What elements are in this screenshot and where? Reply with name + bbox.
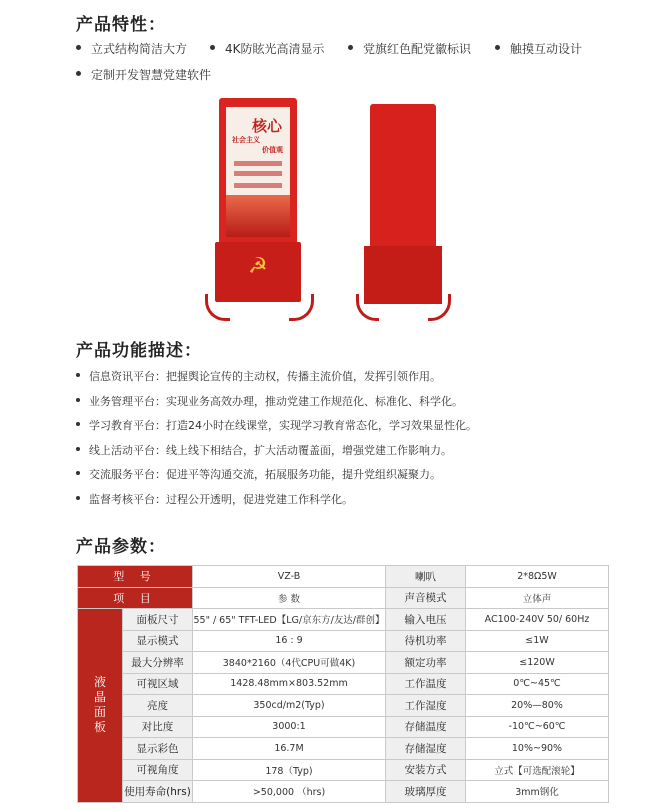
spec-label: 面板尺寸 bbox=[123, 609, 193, 631]
screen-row bbox=[234, 161, 282, 166]
table-row bbox=[78, 759, 609, 781]
function-item: 业务管理平台：实现业务高效办理，推动党建工作规范化、标准化、科学化。 bbox=[76, 394, 477, 419]
speaker-label: 喇叭 bbox=[386, 566, 466, 588]
bullet-icon bbox=[76, 496, 80, 500]
party-emblem-icon: ☭ bbox=[248, 254, 268, 279]
spec-label: 工作湿度 bbox=[386, 695, 466, 717]
spec-value: ≤1W bbox=[466, 630, 609, 652]
kiosk-back-image bbox=[352, 96, 452, 326]
spec-label: 输入电压 bbox=[386, 609, 466, 631]
kiosk-leg bbox=[289, 294, 314, 321]
bullet-icon bbox=[76, 71, 81, 76]
sound-value: 立体声 bbox=[466, 587, 609, 609]
function-item: 监督考核平台：过程公开透明，促进党建工作科学化。 bbox=[76, 492, 477, 517]
table-row bbox=[78, 673, 609, 695]
bullet-icon bbox=[76, 45, 81, 50]
bullet-icon bbox=[210, 45, 215, 50]
spec-label: 显示模式 bbox=[123, 630, 193, 652]
model-label: 型 号 bbox=[78, 566, 193, 588]
lcd-panel-side-label: 液 晶 面 板 bbox=[78, 609, 123, 803]
spec-label: 显示彩色 bbox=[123, 738, 193, 760]
kiosk-leg bbox=[428, 294, 451, 321]
table-row bbox=[78, 587, 609, 609]
function-item: 学习教育平台：打造24小时在线课堂，实现学习教育常态化，学习效果显性化。 bbox=[76, 418, 477, 443]
feature-item: 党旗红色配党徽标识 bbox=[348, 40, 471, 57]
spec-value: 20%—80% bbox=[466, 695, 609, 717]
spec-value: 1428.48mm×803.52mm bbox=[193, 673, 386, 695]
item-label: 项 目 bbox=[78, 587, 193, 609]
spec-value: 3mm钢化 bbox=[466, 781, 609, 803]
bullet-icon bbox=[76, 471, 80, 475]
feature-item: 定制开发智慧党建软件 bbox=[76, 66, 211, 83]
table-row bbox=[78, 630, 609, 652]
table-row bbox=[78, 652, 609, 674]
screen-big-text: 核心 bbox=[252, 117, 283, 135]
spec-value: 3000:1 bbox=[193, 716, 386, 738]
kiosk-base bbox=[215, 242, 301, 302]
functions-list bbox=[76, 369, 477, 516]
spec-label: 最大分辨率 bbox=[123, 652, 193, 674]
function-item: 信息资讯平台：把握舆论宣传的主动权，传播主流价值，发挥引领作用。 bbox=[76, 369, 477, 394]
screen-row bbox=[234, 183, 282, 188]
table-row bbox=[78, 695, 609, 717]
kiosk-leg bbox=[356, 294, 379, 321]
spec-label: 安装方式 bbox=[386, 759, 466, 781]
spec-value: ≤120W bbox=[466, 652, 609, 674]
spec-label: 额定功率 bbox=[386, 652, 466, 674]
spec-value: 16 : 9 bbox=[193, 630, 386, 652]
spec-label: 玻璃厚度 bbox=[386, 781, 466, 803]
bullet-icon bbox=[495, 45, 500, 50]
spec-table bbox=[77, 565, 609, 803]
feature-item: 触摸互动设计 bbox=[495, 40, 582, 57]
spec-value: >50,000 （hrs) bbox=[193, 781, 386, 803]
screen-sub-text: 价值观 bbox=[262, 146, 283, 154]
spec-label: 存储湿度 bbox=[386, 738, 466, 760]
spec-label: 使用寿命(hrs) bbox=[123, 781, 193, 803]
spec-value: 0℃~45℃ bbox=[466, 673, 609, 695]
bullet-icon bbox=[76, 447, 80, 451]
function-item: 交流服务平台：促进平等沟通交流，拓展服务功能，提升党组织凝聚力。 bbox=[76, 467, 477, 492]
kiosk-screen bbox=[226, 107, 290, 237]
spec-value: AC100-240V 50/ 60Hz bbox=[466, 609, 609, 631]
table-row bbox=[78, 781, 609, 803]
kiosk-front-image bbox=[205, 96, 315, 326]
bullet-icon bbox=[76, 422, 80, 426]
spec-value: 立式【可选配滚轮】 bbox=[466, 759, 609, 781]
screen-row bbox=[234, 171, 282, 176]
item-value: 参 数 bbox=[193, 587, 386, 609]
model-value: VZ-B bbox=[193, 566, 386, 588]
spec-value: 55" / 65" TFT-LED【LG/京东方/友达/群创】 bbox=[193, 609, 386, 631]
bullet-icon bbox=[76, 373, 80, 377]
spec-value: -10℃~60℃ bbox=[466, 716, 609, 738]
features-heading: 产品特性： bbox=[76, 15, 166, 35]
kiosk-frame bbox=[219, 98, 297, 248]
spec-label: 可视角度 bbox=[123, 759, 193, 781]
spec-value: 16.7M bbox=[193, 738, 386, 760]
feature-item: 立式结构简洁大方 bbox=[76, 40, 187, 57]
sound-label: 声音模式 bbox=[386, 587, 466, 609]
screen-title-text: 社会主义 bbox=[232, 136, 260, 144]
table-row bbox=[78, 609, 609, 631]
table-row bbox=[78, 566, 609, 588]
kiosk-leg bbox=[205, 294, 230, 321]
screen-bottom-banner bbox=[226, 195, 290, 237]
spec-value: 10%~90% bbox=[466, 738, 609, 760]
speaker-value: 2*8Ω5W bbox=[466, 566, 609, 588]
spec-value: 3840*2160（4代CPU可做4K) bbox=[193, 652, 386, 674]
spec-label: 对比度 bbox=[123, 716, 193, 738]
table-row bbox=[78, 716, 609, 738]
spec-label: 待机功率 bbox=[386, 630, 466, 652]
spec-label: 亮度 bbox=[123, 695, 193, 717]
functions-heading: 产品功能描述： bbox=[76, 341, 202, 361]
bullet-icon bbox=[76, 398, 80, 402]
params-heading: 产品参数： bbox=[76, 537, 166, 557]
table-row bbox=[78, 738, 609, 760]
spec-label: 工作温度 bbox=[386, 673, 466, 695]
function-item: 线上活动平台：线上线下相结合，扩大活动覆盖面，增强党建工作影响力。 bbox=[76, 443, 477, 468]
spec-value: 178（Typ) bbox=[193, 759, 386, 781]
spec-label: 可视区域 bbox=[123, 673, 193, 695]
bullet-icon bbox=[348, 45, 353, 50]
spec-label: 存储温度 bbox=[386, 716, 466, 738]
feature-item: 4K防眩光高清显示 bbox=[210, 40, 325, 57]
spec-value: 350cd/m2(Typ) bbox=[193, 695, 386, 717]
